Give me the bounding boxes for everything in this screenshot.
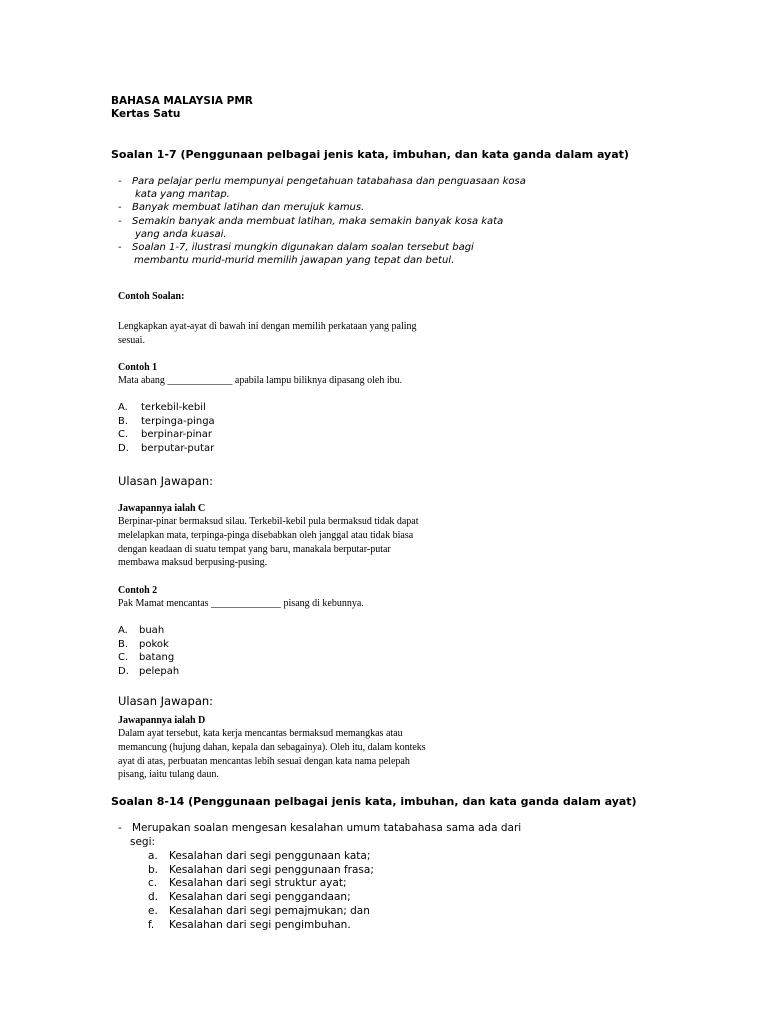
option-item: A. terkebil-kebil	[118, 402, 206, 413]
note-item-cont: membantu murid-murid memilih jawapan yang tepat dan betul.	[134, 255, 455, 267]
note-item: - Para pelajar perlu mempunyai pengetahuan tatabahasa dan penguasaan kosa	[118, 176, 526, 187]
option-item: B. pokok	[118, 638, 169, 650]
instruction-line-1: Lengkapkan ayat-ayat di bawah ini dengan memilih perkataan yang paling	[118, 321, 417, 332]
contoh-soalan-label: Contoh Soalan:	[118, 291, 185, 302]
list-item: c. Kesalahan dari segi struktur ayat;	[148, 877, 347, 890]
contoh2-question: Pak Mamat mencantas ______________ pisang di kebunnya.	[118, 598, 364, 609]
note-item: - Semakin banyak anda membuat latihan, maka semakin banyak kosa kata	[118, 215, 504, 227]
list-item: e. Kesalahan dari segi pemajmukan; dan	[148, 904, 370, 917]
explanation-line: ayat di atas, perbuatan mencantas lebih sesuai dengan kata nama pelepah	[118, 755, 410, 767]
section2-intro	[118, 822, 521, 849]
intro-line-cont: segi:	[130, 835, 156, 848]
explanation-line: dengan keadaan di suatu tempat yang baru, manakala berputar-putar	[118, 543, 391, 555]
contoh2-ulasan-label: Ulasan Jawapan:	[118, 694, 214, 708]
list-item: a. Kesalahan dari segi penggunaan kata;	[148, 850, 371, 862]
section1-notes	[118, 175, 526, 267]
explanation-line: Dalam ayat tersebut, kata kerja mencantas bermaksud memangkas atau	[118, 728, 403, 739]
doc-subtitle: Kertas Satu	[111, 108, 181, 120]
intro-line: - Merupakan soalan mengesan kesalahan umum tatabahasa sama ada dari	[118, 822, 522, 834]
contoh1-ulasan-label: Ulasan Jawapan:	[118, 474, 214, 488]
contoh1-question: Mata abang _____________ apabila lampu biliknya dipasang oleh ibu.	[118, 375, 403, 386]
note-item-cont: kata yang mantap.	[135, 189, 230, 201]
explanation-line: melelapkan mata, terpinga-pinga disebabkan oleh janggal atau tidak biasa	[118, 529, 414, 541]
contoh2-explanation	[118, 727, 426, 782]
explanation-line: pisang, iaitu tulang daun.	[118, 769, 219, 781]
section2-heading: Soalan 8-14 (Penggunaan pelbagai jenis kata, imbuhan, dan kata ganda dalam ayat)	[111, 795, 637, 808]
contoh1-label: Contoh 1	[118, 362, 158, 373]
list-item: d. Kesalahan dari segi penggandaan;	[148, 891, 351, 904]
list-item: b. Kesalahan dari segi penggunaan frasa;	[148, 863, 374, 876]
doc-title: BAHASA MALAYSIA PMR	[111, 95, 253, 107]
explanation-line: membawa maksud berpusing-pusing.	[118, 557, 268, 569]
note-item: - Banyak membuat latihan dan merujuk kamus.	[118, 202, 365, 214]
contoh1-answer: Jawapannya ialah C	[118, 503, 206, 514]
explanation-line: Berpinar-pinar bermaksud silau. Terkebil-kebil pula bermaksud tidak dapat	[118, 516, 419, 527]
list-item: f. Kesalahan dari segi pengimbuhan.	[148, 918, 351, 931]
option-item: D. pelepah	[118, 665, 180, 677]
instruction-line-2: sesuai.	[118, 335, 145, 346]
contoh1-explanation	[118, 515, 419, 570]
note-item-cont: yang anda kuasai.	[135, 228, 227, 240]
option-item: B. terpinga-pinga	[118, 415, 215, 427]
contoh2-answer: Jawapannya ialah D	[118, 715, 206, 726]
note-item: - Soalan 1-7, ilustrasi mungkin digunakan dalam soalan tersebut bagi	[118, 242, 474, 254]
option-item: C. berpinar-pinar	[118, 429, 212, 441]
explanation-line: memancung (hujung dahan, kepala dan sebagainya). Oleh itu, dalam konteks	[118, 741, 426, 753]
contoh2-label: Contoh 2	[118, 585, 158, 596]
contoh2-options	[118, 624, 179, 678]
option-item: A. buah	[118, 625, 165, 636]
contoh1-options	[118, 401, 215, 455]
option-item: C. batang	[118, 652, 175, 664]
section1-heading: Soalan 1-7 (Penggunaan pelbagai jenis kata, imbuhan, dan kata ganda dalam ayat)	[111, 148, 629, 161]
section2-items	[148, 850, 374, 932]
option-item: D. berputar-putar	[118, 442, 215, 454]
